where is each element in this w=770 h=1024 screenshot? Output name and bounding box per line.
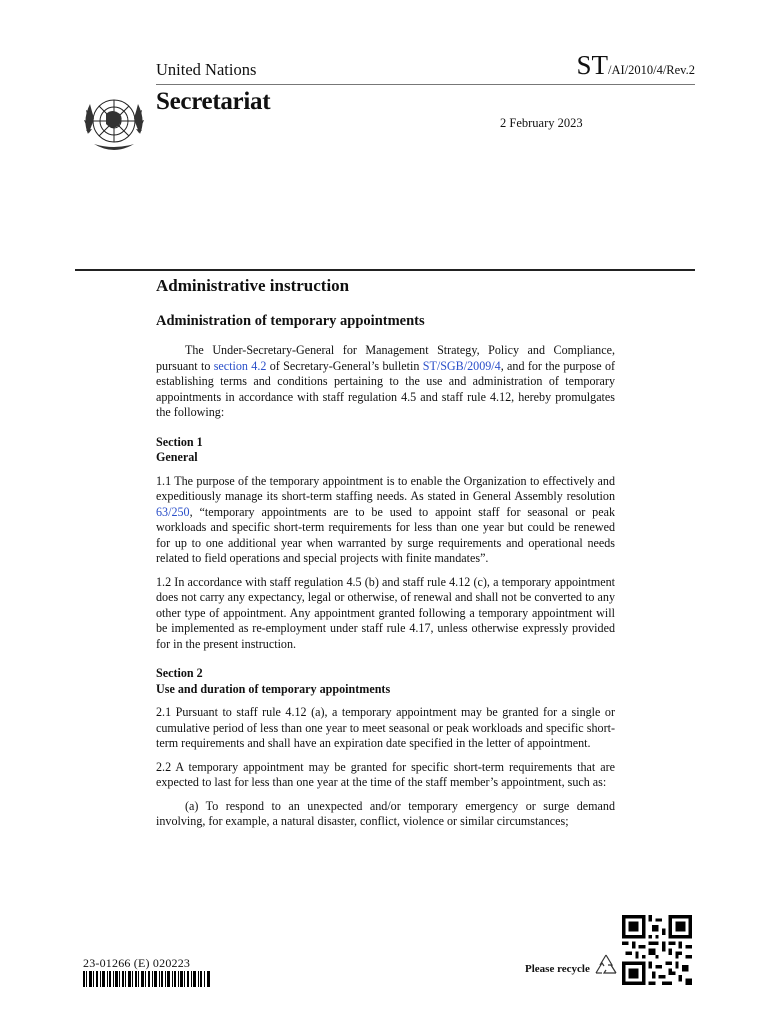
- document-code: 23-01266 (E) 020223: [83, 956, 191, 970]
- resolution-63-250-link[interactable]: 63/250: [156, 504, 190, 519]
- document-title: Administration of temporary appointments: [156, 313, 425, 329]
- section-2-number: Section 2: [156, 666, 203, 680]
- section-2-title: Use and duration of temporary appointments: [156, 681, 391, 696]
- para-1-1-text-2: , “temporary appointments are to be used to appoint staff for seasonal or peak workloads and specific short-term requirements for less than one year but could be renewed for up to one additional year when warranted by surge requirements and operational needs related to field operations and special projects with finite mandates”.: [156, 504, 615, 565]
- secretariat-heading: Secretariat: [156, 88, 271, 115]
- recycle-label: Please recycle: [525, 963, 590, 975]
- paragraph-2-2-a: (a) To respond to an unexpected and/or temporary emergency or surge demand involving, for example, a natural disaster, conflict, violence or similar circumstances;: [156, 798, 615, 828]
- document-symbol: [576, 50, 695, 81]
- intro-text-1: The Under-Secretary-General for Management Strategy, Policy and Compliance, pursuant to: [156, 343, 615, 373]
- symbol-prefix: ST: [576, 50, 608, 80]
- document-date: 2 February 2023: [500, 116, 583, 130]
- intro-paragraph: [156, 343, 615, 421]
- organization-name: United Nations: [156, 60, 257, 79]
- section-1-title: General: [156, 450, 198, 464]
- section-2-heading: [156, 666, 615, 697]
- para-1-1-text-1: 1.1 The purpose of the temporary appointment is to enable the Organization to effectively and expeditiously manage its short-term staffing needs. As stated in General Assembly resolution: [156, 473, 615, 503]
- qr-code-icon[interactable]: [622, 915, 692, 985]
- recycle-icon: [592, 951, 620, 979]
- section-1-heading: [156, 435, 615, 466]
- header-rule: [156, 84, 695, 85]
- paragraph-1-2: 1.2 In accordance with staff regulation 4.5 (b) and staff rule 4.12 (c), a temporary appointment does not carry any expectancy, legal or otherwise, of renewal and shall not be converted to any other type of appointment. Any appointment granted following a temporary appointment will be implemented as re-employment under staff rule 4.17, unless otherwise expressly provided for in the present instruction.: [156, 574, 615, 651]
- document-type-heading: Administrative instruction: [156, 276, 350, 295]
- section-4-2-link[interactable]: section 4.2: [213, 358, 267, 373]
- symbol-rest: /AI/2010/4/Rev.2: [607, 63, 695, 77]
- document-body: [156, 276, 615, 838]
- barcode-icon: [83, 971, 210, 987]
- title-rule: [75, 269, 695, 271]
- paragraph-2-2: 2.2 A temporary appointment may be granted for specific short-term requirements that are expected to last for less than one year at the time of the staff member’s appointment, such as:: [156, 759, 615, 789]
- section-1-number: Section 1: [156, 434, 203, 449]
- st-sgb-2009-4-link[interactable]: ST/SGB/2009/4: [422, 358, 501, 373]
- paragraph-1-1: [156, 474, 615, 567]
- un-emblem-icon: [80, 90, 148, 156]
- paragraph-2-1: 2.1 Pursuant to staff rule 4.12 (a), a temporary appointment may be granted for a single or cumulative period of less than one year to meet seasonal or peak workloads and specific short-term requirements and shall have an expiration date specified in the letter of appointment.: [156, 705, 615, 750]
- intro-text-2: of Secretary-General’s bulletin: [266, 358, 423, 373]
- intro-text-3: , and for the purpose of establishing terms and conditions pertaining to the use and administration of temporary appointments in accordance with staff regulation 4.5 and staff rule 4.12, hereby promulgates the following:: [156, 358, 616, 419]
